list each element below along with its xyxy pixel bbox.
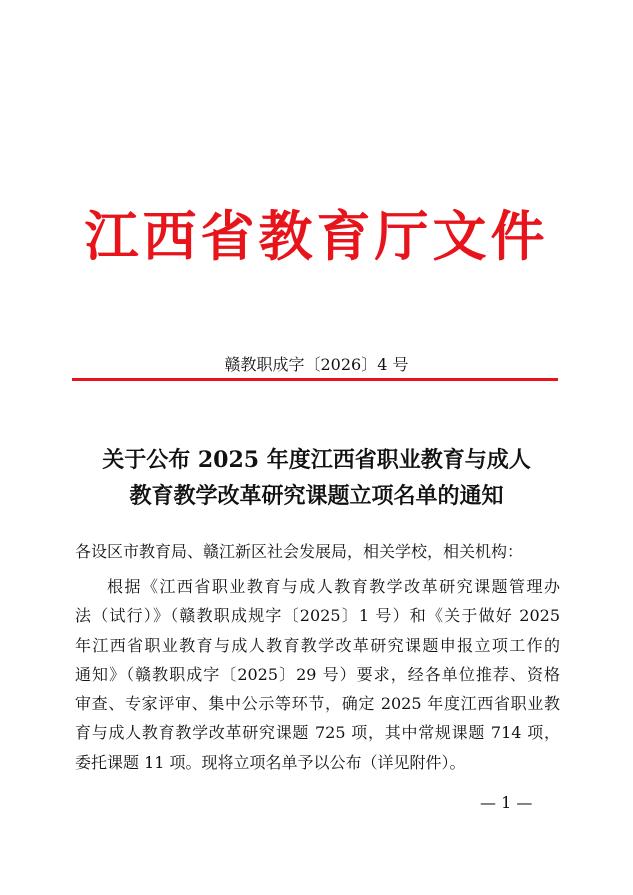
issuing-authority-title: 江西省教育厅文件	[84, 204, 549, 268]
red-divider-line	[72, 378, 558, 381]
document-number: 赣教职成字〔2026〕4 号	[224, 355, 409, 374]
document-title-line-2: 教育教学改革研究课题立项名单的通知	[129, 483, 504, 509]
body-line: 委托课题 11 项。现将立项名单予以公布（详见附件）。	[75, 752, 466, 772]
salutation: 各设区市教育局、赣江新区社会发展局，相关学校，相关机构：	[75, 542, 524, 561]
document-title	[60, 442, 573, 514]
body-line: 根据《江西省职业教育与成人教育教学改革研究课题管理办	[107, 577, 560, 596]
body-line: 法（试行）》（赣教职成规字〔2025〕1 号）和《关于做好 2025	[75, 606, 560, 626]
body-line: 审查、专家评审、集中公示等环节，确定 2025 年度江西省职业教	[75, 694, 560, 714]
body-paragraph	[75, 572, 560, 777]
document-title-line-1: 关于公布 2025 年度江西省职业教育与成人	[102, 447, 531, 473]
page-number: — 1 —	[480, 793, 533, 812]
body-line: 育与成人教育教学改革研究课题 725 项，其中常规课题 714 项，	[75, 723, 560, 743]
body-line: 通知》（赣教职成字〔2025〕29 号）要求，经各单位推荐、资格	[75, 664, 560, 684]
body-line: 年江西省职业教育与成人教育教学改革研究课题申报立项工作的	[75, 635, 560, 655]
